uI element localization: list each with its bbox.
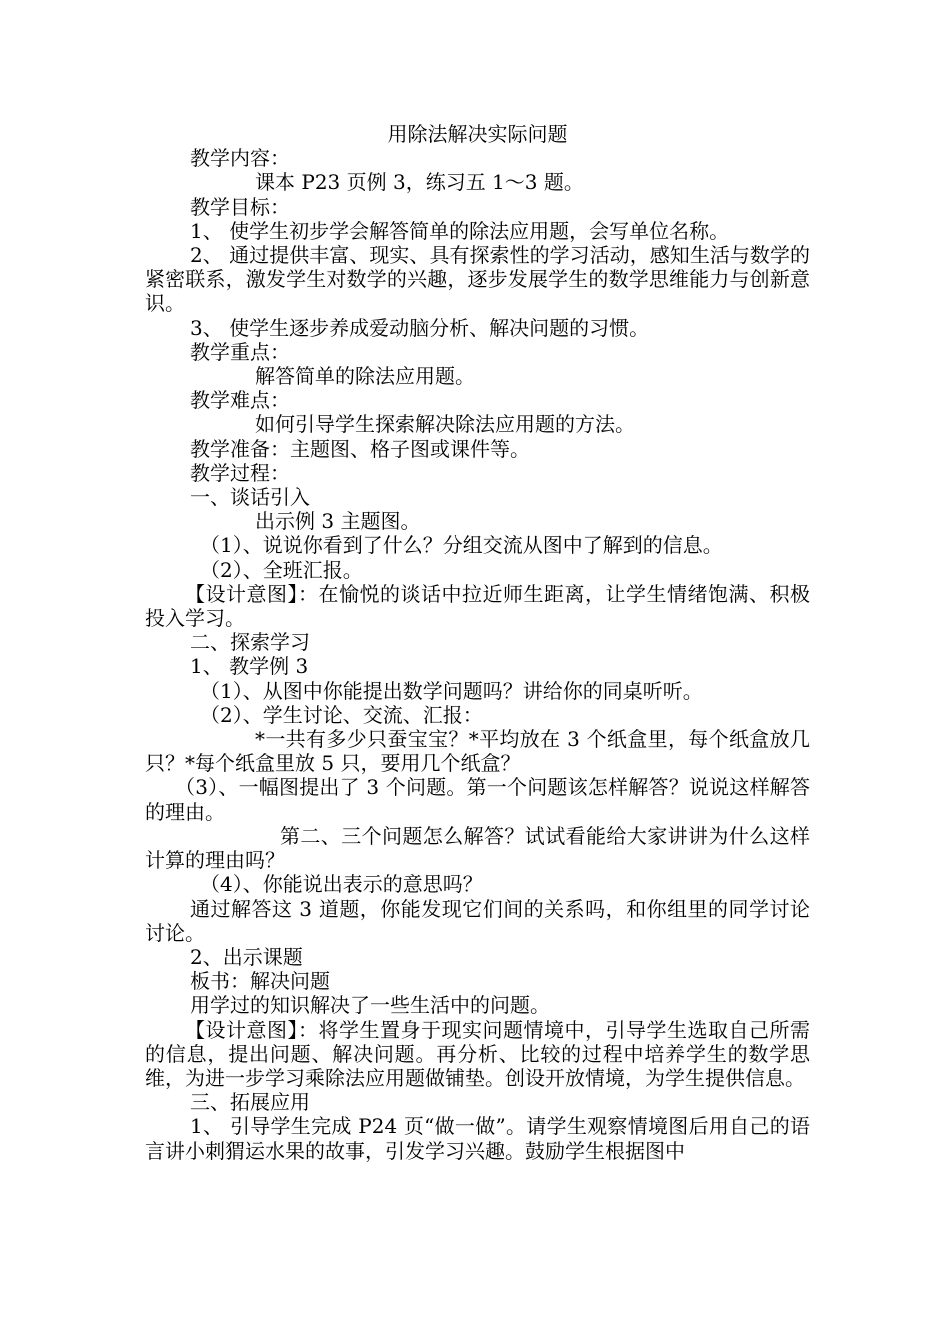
- heading-objectives: 教学目标：: [190, 194, 290, 219]
- content-detail: 课本 P23 页例 3，练习五 1～3 题。: [255, 170, 584, 195]
- section-1-step-1: （1）、说说你看到了什么？分组交流从图中了解到的信息。: [200, 533, 723, 558]
- summary-line: 用学过的知识解决了一些生活中的问题。: [190, 993, 550, 1018]
- objective-3: 3、 使学生逐步养成爱动脑分析、解决问题的习惯。: [190, 315, 650, 340]
- key-points-detail: 解答简单的除法应用题。: [255, 364, 475, 389]
- section-2-step-1: （1）、从图中你能提出数学问题吗？讲给你的同桌听听。: [200, 678, 703, 703]
- objective-2: 2、 通过提供丰富、现实、具有探索性的学习活动，感知生活与数学的紧密联系，激发学生对数学的兴趣，逐步发展学生的数学思维能力与创新意识。: [145, 243, 810, 316]
- section-1-step-2: （2）、全班汇报。: [200, 557, 363, 582]
- heading-key-points: 教学重点：: [190, 339, 290, 364]
- section-1-show: 出示例 3 主题图。: [255, 509, 421, 534]
- section-2-heading: 二、探索学习: [190, 630, 310, 655]
- heading-difficulties: 教学难点：: [190, 388, 290, 413]
- document-page: [145, 122, 810, 1163]
- section-2-step-4: （4）、你能说出表示的意思吗？: [200, 872, 483, 897]
- section-2-step-3: （3）、一幅图提出了 3 个问题。第一个问题该怎样解答？说说这样解答的理由。: [145, 775, 810, 824]
- section-2-step-2: （2）、学生讨论、交流、汇报：: [200, 702, 483, 727]
- section-2-discussion: 通过解答这 3 道题，你能发现它们间的关系吗，和你组里的同学讨论讨论。: [145, 896, 810, 945]
- design-intent-2: 【设计意图】：将学生置身于现实问题情境中，引导学生选取自己所需的信息，提出问题、解决问题。再分析、比较的过程中培养学生的数学思维，为进一步学习乘除法应用题做铺垫。创设开放情境，为学生提供信息。: [145, 1017, 810, 1090]
- section-2-questions: *一共有多少只蚕宝宝？*平均放在 3 个纸盒里，每个纸盒放几只？*每个纸盒里放 5 只，要用几个纸盒？: [145, 727, 810, 776]
- section-3-item-1: 1、 引导学生完成 P24 页“做一做”。请学生观察情境图后用自己的语言讲小刺猬运水果的故事，引发学习兴趣。鼓励学生根据图中: [145, 1114, 810, 1163]
- preparation: 教学准备：主题图、格子图或课件等。: [190, 436, 530, 461]
- section-2-step-3b: 第二、三个问题怎么解答？试试看能给大家讲讲为什么这样计算的理由吗？: [145, 823, 810, 873]
- section-2-item-1: 1、 教学例 3: [190, 654, 309, 679]
- board-writing: 板书：解决问题: [190, 969, 330, 994]
- heading-process: 教学过程：: [190, 460, 290, 485]
- heading-content: 教学内容：: [190, 146, 290, 171]
- design-intent-1: 【设计意图】：在愉悦的谈话中拉近师生距离，让学生情绪饱满、积极投入学习。: [145, 581, 810, 631]
- page-title: 用除法解决实际问题: [387, 122, 568, 146]
- section-1-heading: 一、谈话引入: [190, 485, 310, 510]
- objective-1: 1、 使学生初步学会解答简单的除法应用题，会写单位名称。: [190, 218, 730, 243]
- section-2-item-2: 2、出示课题: [190, 944, 303, 969]
- section-3-heading: 三、拓展应用: [190, 1090, 310, 1115]
- difficulties-detail: 如何引导学生探索解决除法应用题的方法。: [255, 412, 635, 437]
